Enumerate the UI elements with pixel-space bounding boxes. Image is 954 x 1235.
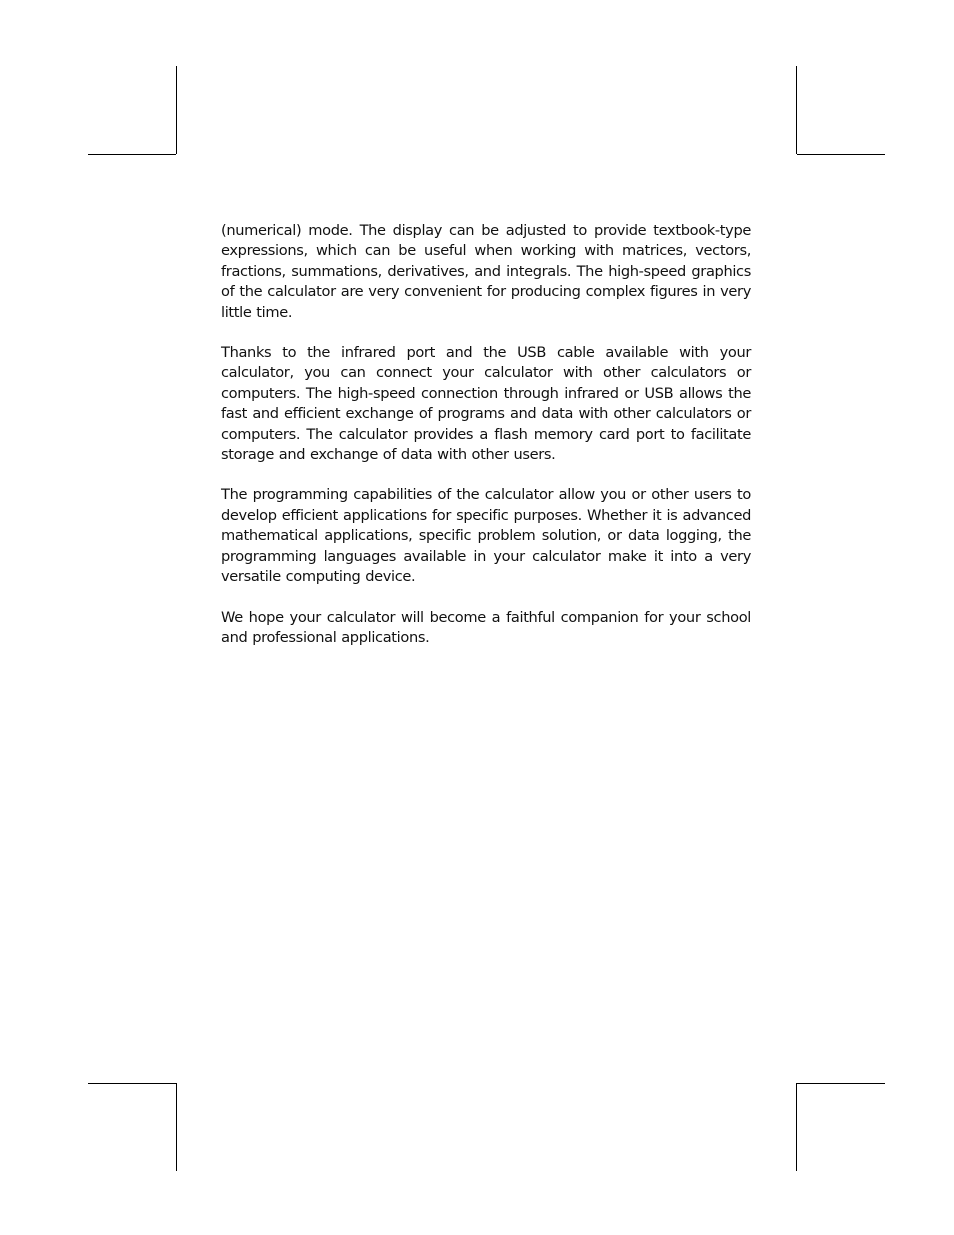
crop-mark-top-left-horizontal	[88, 154, 176, 155]
paragraph-closing: We hope your calculator will become a faithful companion for your school and professional applications.	[221, 608, 751, 646]
crop-mark-bottom-right-horizontal	[797, 1083, 885, 1084]
crop-mark-top-right-horizontal	[797, 154, 885, 155]
page-body	[221, 221, 751, 668]
crop-mark-top-left-vertical	[176, 66, 177, 154]
paragraph-connectivity: Thanks to the infrared port and the USB cable available with your calculator, you can connect your calculator with other calculators or computers. The high-speed connection through infrared or USB allows the fast and efficient exchange of programs and data with other calculators or computers. The calculator provides a flash memory card port to facilitate storage and exchange of data with other users.	[221, 344, 751, 464]
crop-mark-bottom-right-vertical	[796, 1083, 797, 1171]
paragraph-programming: The programming capabilities of the calculator allow you or other users to develop efficient applications for specific purposes. Whether it is advanced mathematical applications, specific problem solution, or data logging, the programming languages available in your calculator make it into a very versatile computing device.	[221, 486, 751, 586]
crop-mark-bottom-left-vertical	[176, 1083, 177, 1171]
crop-mark-bottom-left-horizontal	[88, 1083, 176, 1084]
crop-mark-top-right-vertical	[796, 66, 797, 154]
paragraph-display-and-graphics: (numerical) mode. The display can be adjusted to provide textbook-type expressions, which can be useful when working with matrices, vectors, fractions, summations, derivatives, and integrals. The high-speed graphics of the calculator are very convenient for producing complex figures in very little time.	[221, 222, 751, 321]
